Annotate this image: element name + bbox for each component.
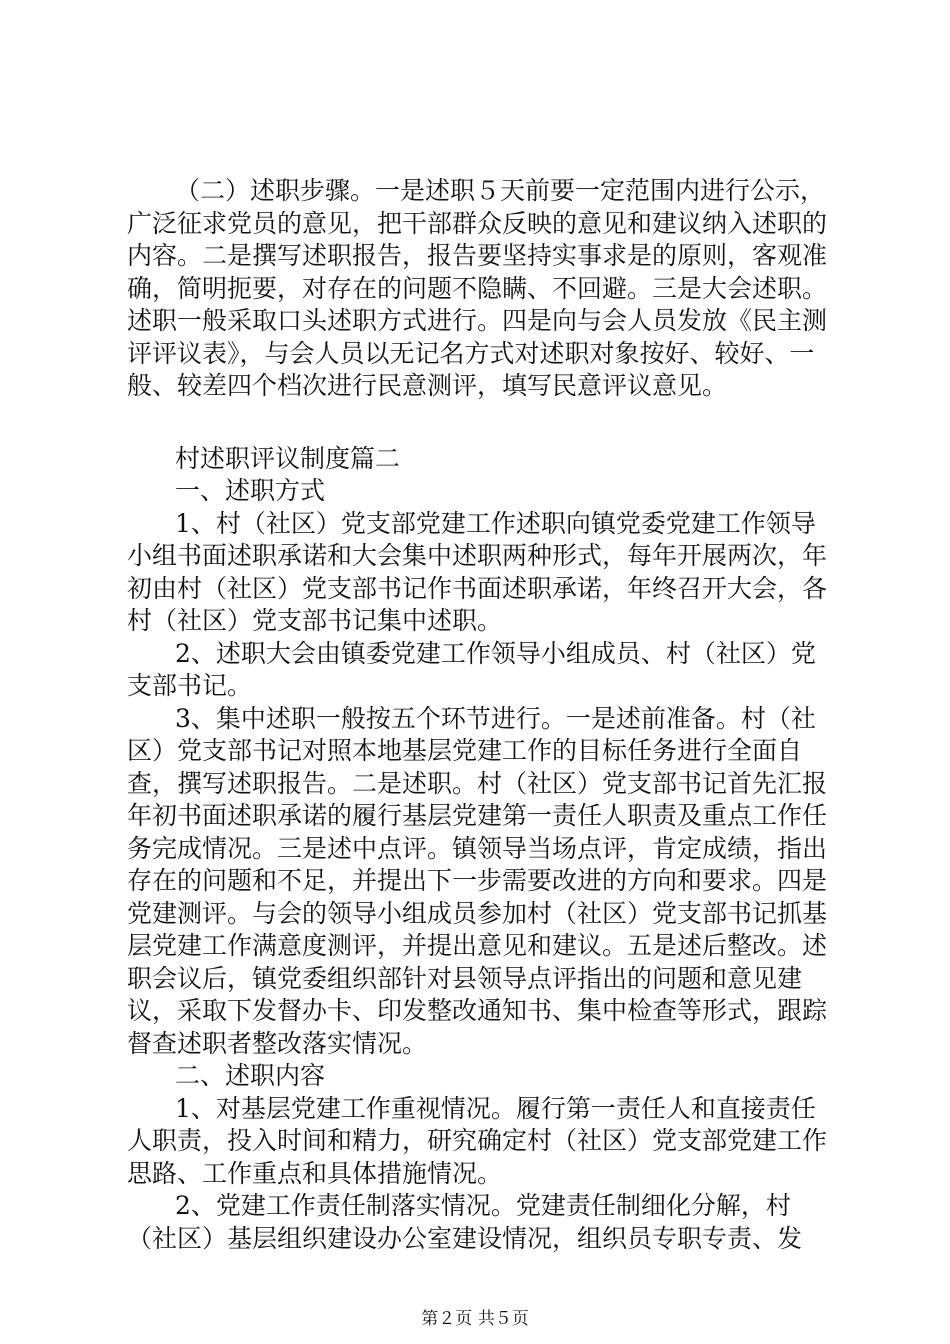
- page-number-footer: 第２页 共５页: [421, 1309, 529, 1329]
- paragraph-item-2-1: 1、对基层党建工作重视情况。履行第一责任人和直接责任人职责，投入时间和精力，研究确定村（社区）党支部党建工作思路、工作重点和具体措施情况。: [127, 1093, 828, 1188]
- paragraph-item-1-1: 1、村（社区）党支部党建工作述职向镇党委党建工作领导小组书面述职承诺和大会集中述职两种形式，每年开展两次，年初由村（社区）党支部书记作书面述职承诺，年终召开大会，各村（社区）党支部书记集中述职。: [127, 508, 828, 635]
- heading-speech-method: 一、述职方式: [175, 476, 326, 505]
- paragraph-item-2-2: 2、党建工作责任制落实情况。党建责任制细化分解，村（社区）基层组织建设办公室建设情况，组织员专职专责、发: [127, 1191, 803, 1253]
- paragraph-item-1-2: 2、述职大会由镇委党建工作领导小组成员、村（社区）党支部书记。: [127, 638, 816, 700]
- paragraph-speech-steps: （二）述职步骤。一是述职５天前要一定范围内进行公示，广泛征求党员的意见，把干部群众反映的意见和建议纳入述职的内容。二是撰写述职报告，报告要坚持实事求是的原则，客观准确，简明扼要，对存在的问题不隐瞒、不回避。三是大会述职。述职一般采取口头述职方式进行。四是向与会人员发放《民主测评评议表》，与会人员以无记名方式对述职对象按好、较好、一般、较差四个档次进行民意测评，填写民意评议意见。: [127, 176, 828, 400]
- document-body: [127, 175, 837, 1255]
- section-title: 村述职评议制度篇二: [175, 443, 401, 473]
- paragraph-gap: [127, 403, 837, 443]
- heading-speech-content: 二、述职内容: [175, 1061, 326, 1090]
- paragraph-item-1-3: 3、集中述职一般按五个环节进行。一是述前准备。村（社区）党支部书记对照本地基层党建工作的目标任务进行全面自查，撰写述职报告。二是述职。村（社区）党支部书记首先汇报年初书面述职承诺的履行基层党建第一责任人职责及重点工作任务完成情况。三是述中点评。镇领导当场点评，肯定成绩，指出存在的问题和不足，并提出下一步需要改进的方向和要求。四是党建测评。与会的领导小组成员参加村（社区）党支部书记抓基层党建工作满意度测评，并提出意见和建议。五是述后整改。述职会议后，镇党委组织部针对县领导点评指出的问题和意见建议，采取下发督办卡、印发整改通知书、集中检查等形式，跟踪督查述职者整改落实情况。: [127, 703, 828, 1058]
